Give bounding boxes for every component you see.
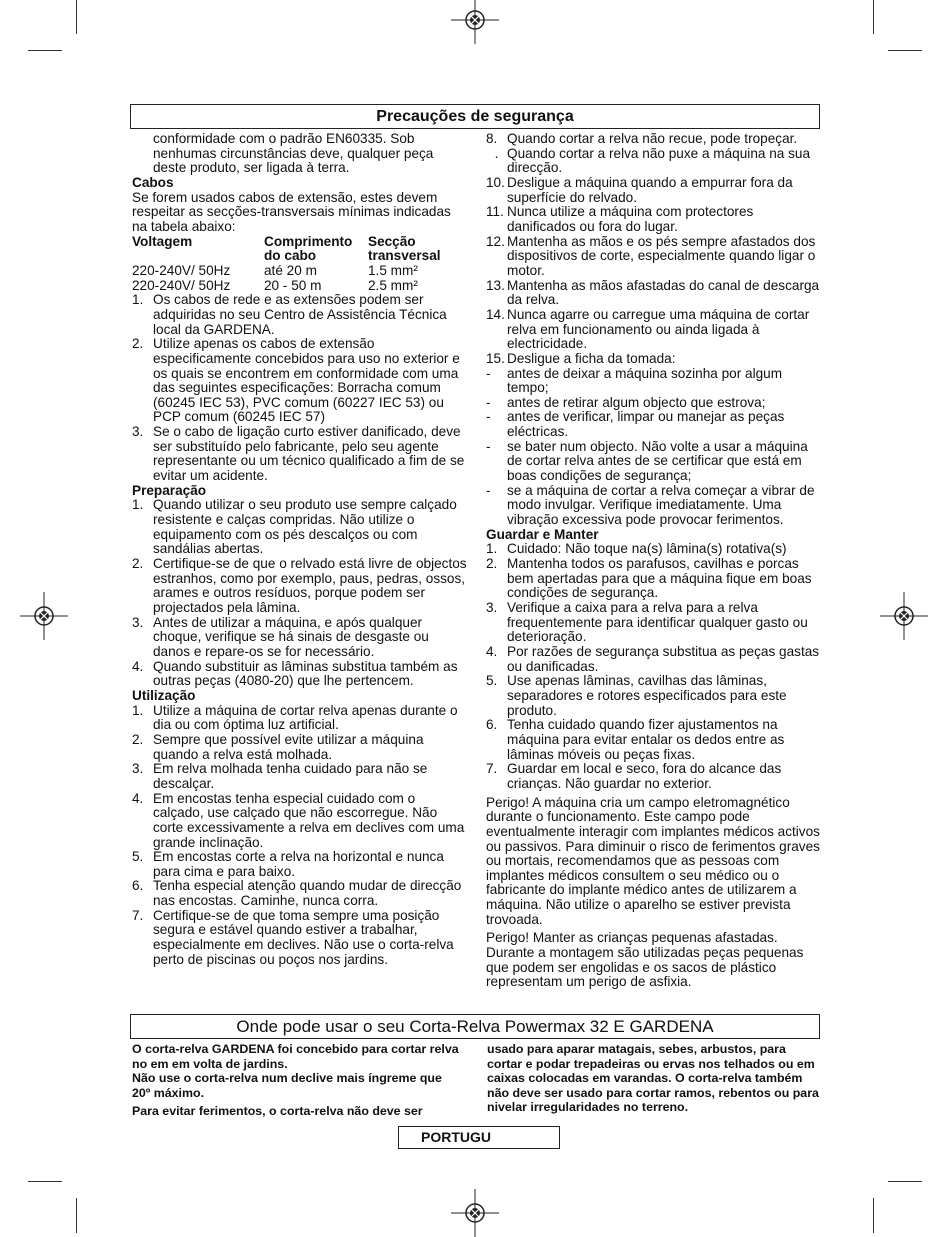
list-item xyxy=(132,850,467,879)
registration-mark-icon xyxy=(451,0,499,44)
list-number: 13. xyxy=(486,277,505,293)
dash-text: antes de deixar a máquina sozinha por algum tempo; xyxy=(507,365,783,396)
list-item xyxy=(486,147,820,176)
list-number: 6. xyxy=(132,878,144,894)
list-text: Verifique a caixa para a relva para a relva frequentemente para identificar qualquer gasto ou deterioração. xyxy=(507,600,808,645)
list-number: 1. xyxy=(486,541,498,557)
usage-left-column xyxy=(132,1042,462,1119)
list-item xyxy=(486,308,820,352)
list-item xyxy=(132,733,467,762)
list-item xyxy=(132,792,467,851)
list-text: Utilize a máquina de cortar relva apenas durante o dia ou com óptima luz artificial. xyxy=(153,702,458,733)
list-number: 3. xyxy=(486,600,498,615)
list-item xyxy=(486,718,820,762)
warning-paragraph: Perigo! A máquina cria um campo eletromagnético durante o funcionamento. Este campo pode eventualmente interagir com implantes médicos activos ou passivos. Para diminuir o risco de ferimentos graves ou mortais, recomendamos que as pessoas com implantes médicos consultem o seu médico ou o fabricante do implante médico antes de utilizarem a máquina. Não utilize o aparelho se estiver prevista trovoada. xyxy=(486,794,820,927)
list-text: Os cabos de rede e as extensões podem ser adquiridas no seu Centro de Assistência Técnica local da GARDENA. xyxy=(153,292,447,337)
list-item xyxy=(486,674,820,718)
list-text: Quando substituir as lâminas substitua também as outras peças (4080-20) que lhe pertencem. xyxy=(153,658,458,689)
list-text: Sempre que possível evite utilizar a máquina quando a relva está molhada. xyxy=(153,731,424,762)
section-heading-preparacao: Preparação xyxy=(132,482,207,498)
list-number: 2. xyxy=(486,556,498,572)
list-text: Certifique-se de que o relvado está livre de objectos estranhos, como por exemplo, paus, pedras, ossos, arames e outros resíduos, porque podem ser projectados pela lâmina. xyxy=(153,556,467,615)
dash-text: antes de retirar algum objecto que estrova; xyxy=(507,394,766,410)
list-number: 1. xyxy=(132,702,144,718)
list-item xyxy=(486,542,820,557)
right-column xyxy=(486,132,820,990)
crop-mark xyxy=(28,1181,62,1182)
registration-mark-icon xyxy=(20,592,68,640)
list-number: 5. xyxy=(132,849,144,865)
list-item xyxy=(486,132,820,147)
cable-table xyxy=(132,235,467,294)
list-text: Em encostas corte a relva na horizontal e nunca para cima e para baixo. xyxy=(153,849,444,879)
list-number: 2. xyxy=(132,336,144,352)
list-item xyxy=(132,557,467,616)
list-text: Guardar em local e seco, fora do alcance das crianças. Não guardar no exterior. xyxy=(507,761,782,791)
crop-mark xyxy=(76,1198,77,1233)
list-text: Mantenha todos os parafusos, cavilhas e porcas bem apertadas para que a máquina fique em boas condições de segurança. xyxy=(507,556,812,601)
list-item xyxy=(486,762,820,791)
list-item xyxy=(486,279,820,308)
table-cell: 220-240V/ 50Hz xyxy=(132,277,231,293)
crop-mark xyxy=(888,1181,922,1182)
list-text: Utilize apenas os cabos de extensão especificamente concebidos para uso no exterior e os quais se encontrem em conformidade com uma das seguintes especificações: Borracha comum (60245 IEC 53), PVC comum (60227 IEC 53) ou PCP comum (60245 IEC 57) xyxy=(153,336,460,425)
list-text: Quando utilizar o seu produto use sempre calçado resistente e calças compridas. Não utilize o equipamento com os pés descalços ou com sandálias abertas. xyxy=(153,497,457,557)
list-number: 7. xyxy=(486,761,498,777)
list-text: Use apenas lâminas, cavilhas das lâminas, separadores e rotores especificados para este produto. xyxy=(507,673,787,718)
table-cell: 2.5 mm² xyxy=(368,277,418,293)
list-item xyxy=(132,879,467,908)
list-number: 12. xyxy=(486,233,505,249)
table-cell: 20 - 50 m xyxy=(264,277,322,293)
list-number: 3. xyxy=(132,424,144,440)
section-title: Onde pode usar o seu Corta-Relva Powermax 32 E GARDENA xyxy=(236,1017,714,1036)
crop-mark xyxy=(873,0,874,34)
section-title-box xyxy=(130,104,820,129)
section-heading-guardar: Guardar e Manter xyxy=(486,526,599,542)
list-text: Desligue a máquina quando a empurrar fora da superfície do relvado. xyxy=(507,174,793,205)
list-number: 14. xyxy=(486,306,505,322)
table-cell: 1.5 mm² xyxy=(368,262,418,278)
list-text: Antes de utilizar a máquina, e após qualquer choque, verifique se há sinais de desgaste ou danos e repare-os se for necessário. xyxy=(153,614,429,659)
page-title: Precauções de segurança xyxy=(376,108,574,125)
list-item xyxy=(132,337,467,425)
list-text: Mantenha as mãos afastadas do canal de descarga da relva. xyxy=(507,277,820,308)
table-row xyxy=(132,279,467,294)
list-item xyxy=(132,498,467,557)
crop-mark xyxy=(28,50,62,51)
list-text: Mantenha as mãos e os pés sempre afastados dos dispositivos de corte, especialmente quando ligar o motor. xyxy=(507,233,816,278)
list-number: 11. xyxy=(486,204,504,220)
list-text: Cuidado: Não toque na(s) lâmina(s) rotativa(s) xyxy=(507,541,787,557)
list-text: Tenha especial atenção quando mudar de direcção nas encostas. Caminhe, nunca corra. xyxy=(153,878,462,909)
list-number: 2. xyxy=(132,731,144,747)
list-item xyxy=(486,645,820,674)
list-text: Certifique-se de que toma sempre uma posição segura e estável quando estiver a trabalhar, especialmente em declives. Não use o corta-relva perto de piscinas ou poços nos jardins. xyxy=(153,907,454,967)
list-number: 10. xyxy=(486,174,505,190)
dash-marker: - xyxy=(486,409,491,425)
table-header-cell: Secção transversal xyxy=(368,233,441,264)
dash-item xyxy=(486,440,820,484)
usage-text: usado para aparar matagais, sebes, arbustos, para cortar e podar trepadeiras ou ervas nos telhados ou em caixas colocadas em varandas. O corta-relva também não deve ser usado para cortar ramos, rebentos ou para nivelar irregularidades no terreno. xyxy=(487,1042,819,1115)
list-number: 7. xyxy=(132,907,144,923)
list-number: 3. xyxy=(132,761,144,777)
dash-marker: - xyxy=(486,394,491,410)
list-number: 4. xyxy=(132,658,144,674)
section-heading-cabos: Cabos xyxy=(132,174,174,190)
table-header-cell: Comprimento do cabo xyxy=(264,233,353,264)
cabos-text: Se forem usados cabos de extensão, estes devem respeitar as secções-transversais mínimas indicadas na tabela abaixo: xyxy=(132,189,451,234)
dash-item xyxy=(486,484,820,528)
crop-mark xyxy=(76,0,77,34)
dash-item xyxy=(486,396,820,411)
list-item xyxy=(486,352,820,367)
section-title-box xyxy=(130,1014,820,1039)
dash-text: antes de verificar, limpar ou manejar as peças eléctricas. xyxy=(507,409,785,440)
list-text: Nunca agarre ou carregue uma máquina de cortar relva em funcionamento ou ainda ligada à electricidade. xyxy=(507,306,810,352)
list-text: Desligue a ficha da tomada: xyxy=(507,350,676,366)
list-text: Nunca utilize a máquina com protectores danificados ou fora do lugar. xyxy=(507,204,754,234)
section-heading-utilizacao: Utilização xyxy=(132,687,196,703)
usage-text: Não use o corta-relva num declive mais íngreme que 20º máximo. xyxy=(132,1071,442,1100)
list-number: 8. xyxy=(486,131,498,146)
dash-marker: - xyxy=(486,438,491,454)
dash-item xyxy=(486,410,820,439)
list-number: 2. xyxy=(132,556,144,572)
list-item xyxy=(486,176,820,205)
list-item xyxy=(486,557,820,601)
crop-mark xyxy=(873,1198,874,1233)
intro-text: conformidade com o padrão EN60335. Sob nenhumas circunstâncias deve, qualquer peça deste produto, ser ligada à terra. xyxy=(153,131,434,176)
list-number: 5. xyxy=(486,673,498,689)
list-number: 4. xyxy=(132,790,144,806)
list-item xyxy=(132,762,467,791)
table-cell: 220-240V/ 50Hz xyxy=(132,262,231,278)
registration-mark-icon xyxy=(880,592,928,640)
list-number: 3. xyxy=(132,614,144,630)
list-item xyxy=(132,660,467,689)
list-number: 6. xyxy=(486,717,498,733)
list-item xyxy=(486,601,820,645)
dash-text: se a máquina de cortar a relva começar a vibrar de modo invulgar. Verifique imediatamente. Uma vibração excessiva pode provocar ferimentos. xyxy=(507,482,815,528)
list-text: Em relva molhada tenha cuidado para não se descalçar. xyxy=(153,761,428,791)
list-number: 15. xyxy=(486,350,505,366)
dash-item xyxy=(486,367,820,396)
list-text: Quando cortar a relva não puxe a máquina na sua direcção. xyxy=(507,145,811,176)
list-item xyxy=(132,425,467,484)
list-item xyxy=(132,293,467,337)
list-item xyxy=(132,616,467,660)
registration-mark-icon xyxy=(451,1189,499,1237)
list-text: Por razões de segurança substitua as peças gastas ou danificadas. xyxy=(507,643,820,674)
table-header-cell: Voltagem xyxy=(132,233,193,249)
language-label: PORTUGU xyxy=(421,1129,491,1145)
left-column xyxy=(132,132,467,967)
list-item xyxy=(486,235,820,279)
table-row xyxy=(132,264,467,279)
list-number: 4. xyxy=(486,643,498,659)
usage-right-column xyxy=(487,1042,820,1115)
language-label-box xyxy=(398,1126,560,1149)
table-header-row xyxy=(132,235,467,264)
dash-marker: - xyxy=(486,365,491,381)
usage-text: Para evitar ferimentos, o corta-relva não deve ser xyxy=(132,1104,423,1119)
list-text: Tenha cuidado quando fizer ajustamentos na máquina para evitar entalar os dedos entre as lâminas móveis ou peças fixas. xyxy=(507,717,785,762)
crop-mark xyxy=(888,50,922,51)
table-cell: até 20 m xyxy=(264,262,317,278)
dash-marker: - xyxy=(486,482,491,498)
list-text: Em encostas tenha especial cuidado com o calçado, use calçado que não escorregue. Não corte excessivamente a relva em declives com uma grande inclinação. xyxy=(153,790,465,850)
list-number: 1. xyxy=(132,292,144,308)
list-item xyxy=(486,205,820,234)
list-text: Se o cabo de ligação curto estiver danificado, deve ser substituído pelo fabricante, pelo seu agente representante ou um técnico qualificado a fim de se evitar um acidente. xyxy=(153,424,465,484)
list-number: . xyxy=(494,145,499,161)
list-item xyxy=(132,909,467,968)
warning-paragraph: Perigo! Manter as crianças pequenas afastadas. Durante a montagem são utilizadas peças pequenas que podem ser engolidas e os sacos de plástico representam um perigo de asfixia. xyxy=(486,930,804,990)
usage-text: O corta-relva GARDENA foi concebido para cortar relva no em em volta de jardins. xyxy=(132,1042,459,1071)
list-item xyxy=(132,704,467,733)
dash-text: se bater num objecto. Não volte a usar a máquina de cortar relva antes de se certificar que está em boas condições de segurança; xyxy=(507,438,808,484)
list-text: Quando cortar a relva não recue, pode tropeçar. xyxy=(507,131,798,146)
list-number: 1. xyxy=(132,497,144,513)
